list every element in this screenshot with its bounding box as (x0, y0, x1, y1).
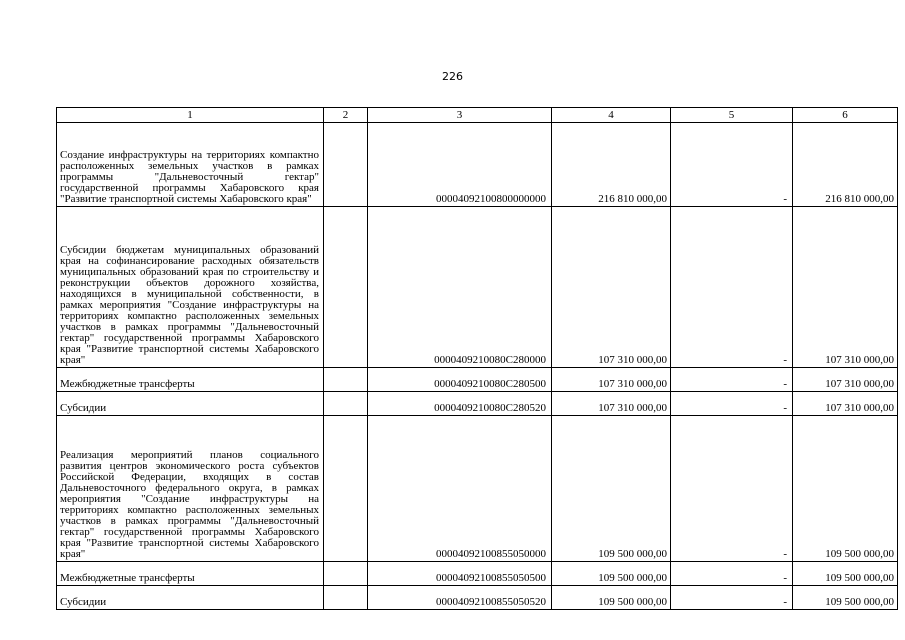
row-total: 107 310 000,00 (793, 368, 898, 392)
row-col5: - (671, 392, 793, 416)
row-code: 00004092100855050500 (368, 562, 552, 586)
column-header-6: 6 (793, 108, 898, 123)
table-row (57, 207, 898, 368)
row-code: 00004092100855050000 (368, 416, 552, 562)
row-col2 (324, 416, 368, 562)
row-col2 (324, 586, 368, 610)
row-col2 (324, 392, 368, 416)
table-row (57, 416, 898, 562)
row-col2 (324, 368, 368, 392)
page-number: 226 (442, 70, 463, 83)
row-amount: 109 500 000,00 (552, 416, 671, 562)
row-amount: 109 500 000,00 (552, 586, 671, 610)
column-header-4: 4 (552, 108, 671, 123)
row-name: Реализация мероприятий планов социального развития центров экономического роста субъектов Российской Федерации, входящих в состав Дальневосточного федерального округа, в рамках мероприятия "Создание инфраструктуры на территориях компактно расположенных земельных участков в рамках программы "Дальневосточный гектар" государственной программы Хабаровского края "Развитие транспортной системы Хабаровского края" (57, 416, 324, 562)
row-col5: - (671, 123, 793, 207)
row-amount: 109 500 000,00 (552, 562, 671, 586)
row-code: 00004092100855050520 (368, 586, 552, 610)
row-amount: 107 310 000,00 (552, 368, 671, 392)
row-col5: - (671, 562, 793, 586)
table-row (57, 586, 898, 610)
column-header-5: 5 (671, 108, 793, 123)
row-total: 107 310 000,00 (793, 392, 898, 416)
row-total: 107 310 000,00 (793, 207, 898, 368)
row-code: 0000409210080С280520 (368, 392, 552, 416)
table-row (57, 392, 898, 416)
row-col5: - (671, 207, 793, 368)
table-row (57, 368, 898, 392)
row-name: Межбюджетные трансферты (57, 368, 324, 392)
row-amount: 107 310 000,00 (552, 207, 671, 368)
table-row (57, 123, 898, 207)
row-total: 216 810 000,00 (793, 123, 898, 207)
row-code: 0000409210080С280500 (368, 368, 552, 392)
row-total: 109 500 000,00 (793, 562, 898, 586)
row-total: 109 500 000,00 (793, 586, 898, 610)
row-name: Субсидии (57, 586, 324, 610)
row-name: Субсидии (57, 392, 324, 416)
row-amount: 107 310 000,00 (552, 392, 671, 416)
column-header-3: 3 (368, 108, 552, 123)
row-col2 (324, 207, 368, 368)
row-col5: - (671, 368, 793, 392)
row-amount: 216 810 000,00 (552, 123, 671, 207)
row-col2 (324, 562, 368, 586)
row-name: Субсидии бюджетам муниципальных образований края на софинансирование расходных обязательств муниципальных образований края по строительству и реконструкции объектов дорожного хозяйства, находящихся в муниципальной собственности, в рамках мероприятия "Создание инфраструктуры на территориях компактно расположенных земельных участков в рамках программы "Дальневосточный гектар" государственной программы Хабаровского края "Развитие транспортной системы Хабаровского края" (57, 207, 324, 368)
table-row (57, 562, 898, 586)
row-code: 0000409210080С280000 (368, 207, 552, 368)
row-col5: - (671, 416, 793, 562)
column-header-1: 1 (57, 108, 324, 123)
column-header-2: 2 (324, 108, 368, 123)
row-total: 109 500 000,00 (793, 416, 898, 562)
budget-table (56, 107, 898, 610)
table-header-row (57, 108, 898, 123)
row-name: Межбюджетные трансферты (57, 562, 324, 586)
row-col5: - (671, 586, 793, 610)
row-name: Создание инфраструктуры на территориях компактно расположенных земельных участков в рамках программы "Дальневосточный гектар" государственной программы Хабаровского края "Развитие транспортной системы Хабаровского края" (57, 123, 324, 207)
row-code: 00004092100800000000 (368, 123, 552, 207)
row-col2 (324, 123, 368, 207)
